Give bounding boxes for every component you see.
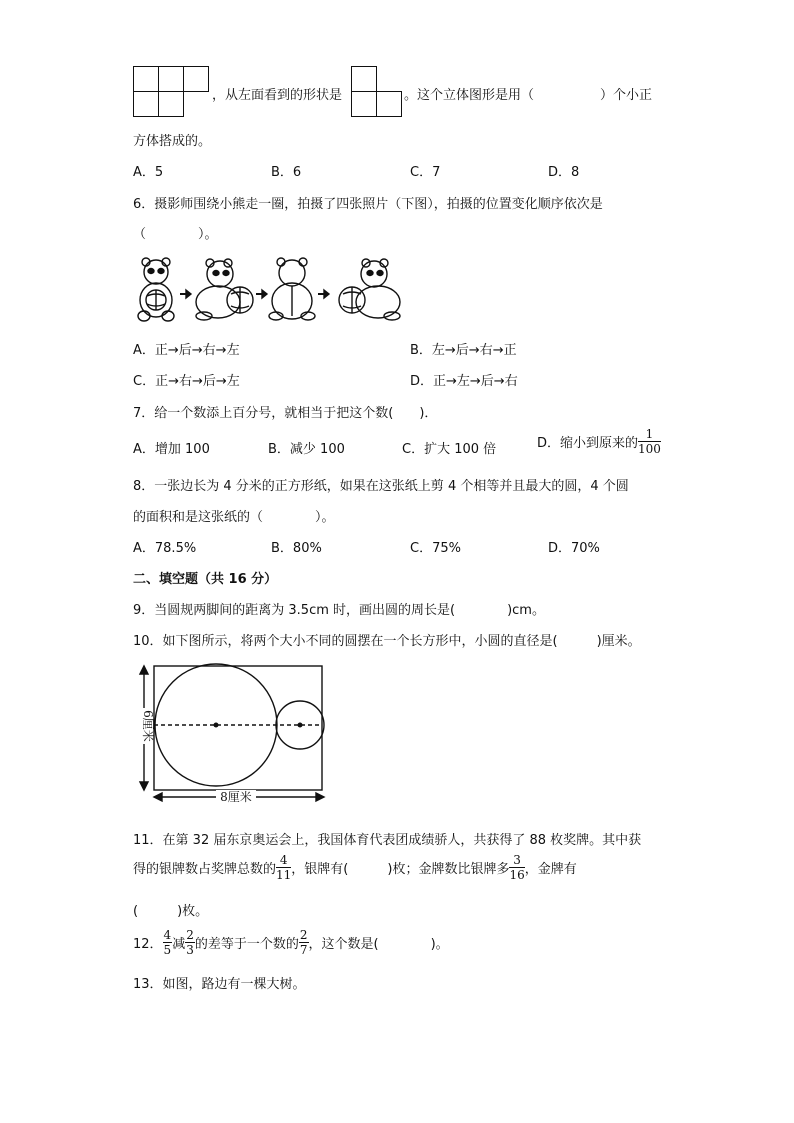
- q8-line1: 8．一张边长为 4 分米的正方形纸，如果在这张纸上剪 4 个相等并且最大的圆，4 个圆: [133, 479, 629, 494]
- bear-left-photo: [339, 259, 400, 320]
- q5-text-b: 。这个立体图形是用（: [404, 88, 535, 103]
- q7-option-b: B．减少 100: [268, 442, 345, 457]
- q12-text: 12． $\frac{4}{5}$ 减 $\frac{2}{3}$ 的差等于一个数的 $\frac{2}{7}$ ，这个数是( )。: [133, 928, 449, 957]
- fraction-3-16: $\frac{3}{16}$: [509, 853, 525, 882]
- q7-option-c: C．扩大 100 倍: [402, 442, 497, 457]
- q10-text: 10．如下图所示，将两个大小不同的圆摆在一个长方形中，小圆的直径是( )厘米。: [133, 634, 641, 649]
- bear-front-photo: [138, 258, 174, 321]
- fraction-4-11: $\frac{4}{11}$: [276, 853, 292, 882]
- q8-option-b: B．80%: [271, 541, 322, 556]
- q8-option-a: A．78.5%: [133, 541, 197, 556]
- q11-line2: 得的银牌数占奖牌总数的 $\frac{4}{11}$ ，银牌有( )枚；金牌数比银牌多 $\frac{3}{16}$ ，金牌有: [133, 853, 577, 882]
- q11-line3: ( )枚。: [133, 904, 209, 919]
- q7-option-d: D．缩小到原来的 $\frac{1}{100}$: [537, 427, 661, 456]
- bear-photos-figure: [130, 256, 410, 326]
- section-title: 二、填空题（共 16 分）: [133, 572, 278, 587]
- left-view-figure: [351, 66, 402, 117]
- q5-option-a: A．5: [133, 165, 164, 180]
- q6-option-d: D．正→左→后→右: [410, 374, 518, 389]
- q9-text: 9．当圆规两脚间的距离为 3.5cm 时，画出圆的周长是( )cm。: [133, 603, 545, 618]
- q5-text-d: 方体搭成的。: [133, 134, 212, 149]
- width-label: 8厘米: [220, 790, 252, 804]
- q8-option-c: C．75%: [410, 541, 461, 556]
- circles-rectangle-diagram: [128, 660, 338, 810]
- q5-option-b: B．6: [271, 165, 302, 180]
- q6-option-c: C．正→右→后→左: [133, 374, 240, 389]
- q11-line1: 11．在第 32 届东京奥运会上，我国体育代表团成绩骄人，共获得了 88 枚奖牌。其中获: [133, 833, 642, 848]
- bear-back-photo: [269, 258, 315, 320]
- q6-line1: 6．摄影师围绕小熊走一圈，拍摄了四张照片（下图），拍摄的位置变化顺序依次是: [133, 197, 603, 212]
- bear-right-photo: [196, 259, 253, 320]
- q6-line2: （ ）。: [133, 227, 218, 242]
- front-view-figure: [133, 66, 209, 117]
- q7-option-a: A．增加 100: [133, 442, 210, 457]
- q8-option-d: D．70%: [548, 541, 600, 556]
- height-label: 6厘米: [141, 710, 155, 742]
- q8-line2: 的面积和是这张纸的（ ）。: [133, 510, 335, 525]
- q7-text: 7．给一个数添上百分号，就相当于把这个数( )．: [133, 406, 438, 421]
- q5-option-d: D．8: [548, 165, 580, 180]
- q6-option-a: A．正→后→右→左: [133, 343, 240, 358]
- q5-text-a: ，从左面看到的形状是: [212, 88, 343, 103]
- q5-option-c: C．7: [410, 165, 441, 180]
- q5-text-c: ）个小正: [600, 88, 653, 103]
- q13-text: 13．如图，路边有一棵大树。: [133, 977, 306, 992]
- q6-option-b: B．左→后→右→正: [410, 343, 517, 358]
